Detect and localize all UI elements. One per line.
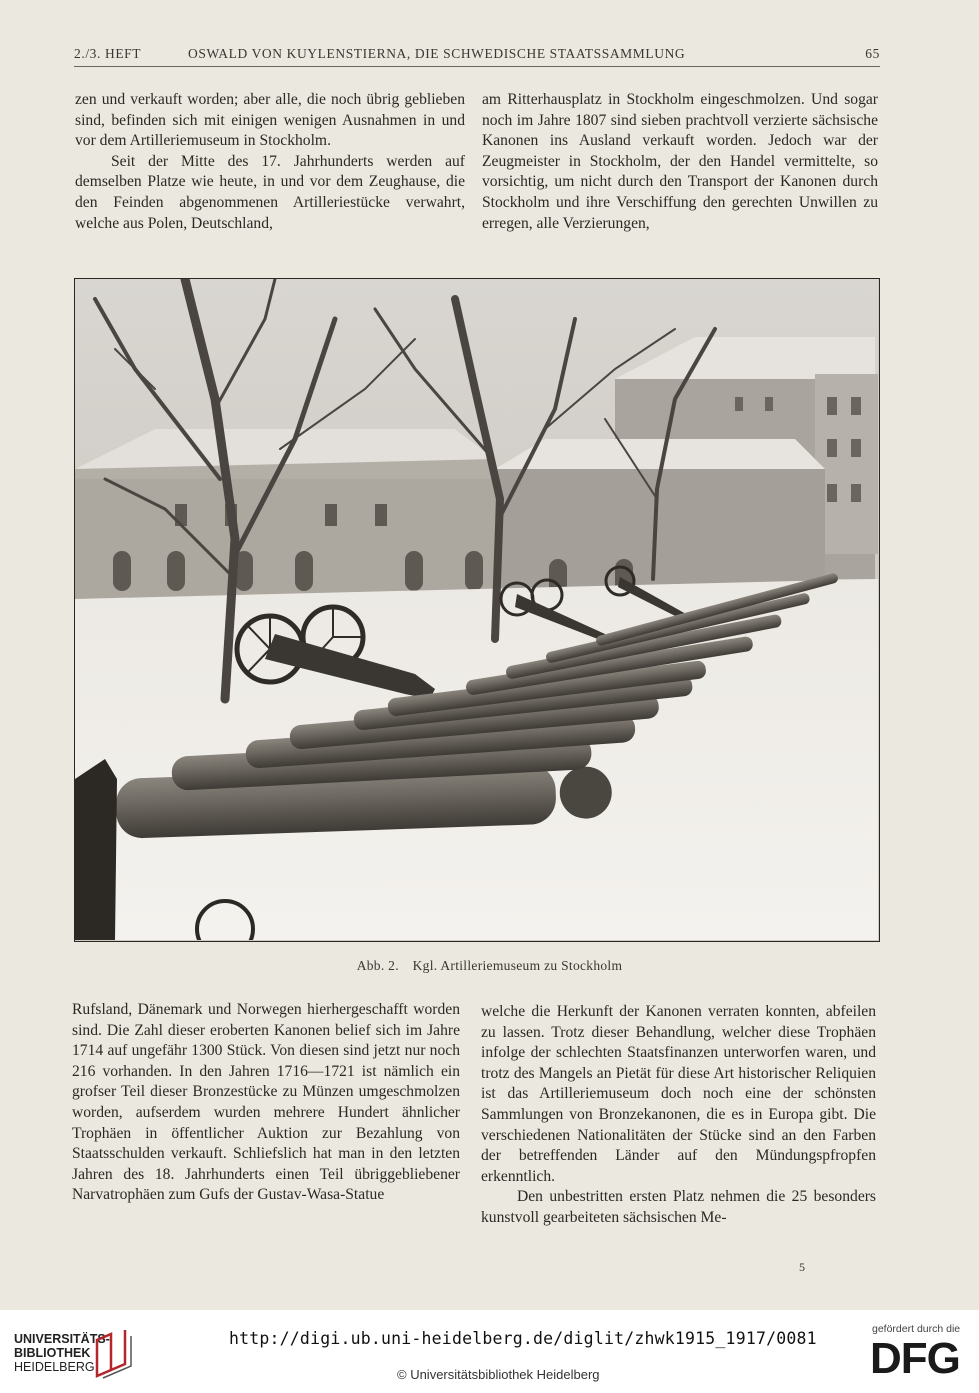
library-line: UNIVERSITÄTS- bbox=[14, 1332, 110, 1346]
library-logo-icon bbox=[93, 1330, 135, 1380]
paragraph: am Ritterhausplatz in Stockholm eingeschmolzen. Und sogar noch im Jahre 1807 sind sieben prachtvoll verzierte sächsische Kanonen ins Ausland verkauft worden. Jedoch war der Zeugmeister in Stockholm, der den Handel vermittelte, so vorsichtig, um nicht durch den Transport der Kanonen durch Stockholm und ihre Verschiffung den gerechten Unwillen zu erregen, alle Verzierungen, bbox=[482, 91, 878, 232]
issue-label: 2./3. HEFT bbox=[74, 46, 142, 61]
copyright-notice: © Universitätsbibliothek Heidelberg bbox=[397, 1367, 600, 1382]
text-column-top-right bbox=[482, 90, 878, 234]
paragraph: welche die Herkunft der Kanonen verraten konnten, abfeilen zu lassen. Trotz dieser Behandlung, welcher diese Trophäen infolge der schlechten Staatsfinanzen unterworfen waren, und trotz des Mangels an Pietät für diese Art historischer Reliquien ist das Artilleriemuseum doch noch eine der schönsten Sammlungen von Bronzekanonen, die es in Europa gibt. Die verschiedenen Nationalitäten der Stücke sind an den Farben der betreffenden Länder auf den Mündungspfropfen erkenntlich. bbox=[481, 1003, 876, 1185]
paragraph: Den unbestritten ersten Platz nehmen die 25 besonders kunstvoll gearbeiteten sächsischen Me- bbox=[481, 1188, 876, 1226]
paragraph: zen und verkauft worden; aber alle, die noch übrig geblieben sind, befinden sich mit einigen wenigen Ausnahmen in und vor dem Artilleriemuseum in Stockholm. bbox=[75, 91, 465, 150]
cannon-courtyard-photo bbox=[74, 278, 880, 942]
figure-number: Abb. 2. bbox=[356, 958, 399, 973]
library-line: HEIDELBERG bbox=[14, 1360, 95, 1374]
permalink-link[interactable]: http://digi.ub.uni-heidelberg.de/diglit/zhwk1915_1917/0081 bbox=[229, 1329, 817, 1348]
figure-caption-text: Kgl. Artilleriemuseum zu Stockholm bbox=[412, 958, 623, 973]
text-column-bottom-right bbox=[481, 1002, 876, 1229]
header-rule bbox=[74, 66, 880, 67]
signature-mark: 5 bbox=[799, 1260, 805, 1274]
dfg-logo: DFG bbox=[870, 1334, 960, 1383]
digitization-footer bbox=[0, 1310, 979, 1393]
funding-label: gefördert durch die bbox=[872, 1323, 961, 1335]
paragraph: Seit der Mitte des 17. Jahrhunderts werden auf demselben Platze wie heute, in und vor dem Zeughause, die den Feinden abgenommenen Artilleriestücke verwahrt, welche aus Polen, Deutschland, bbox=[75, 152, 465, 232]
running-head bbox=[74, 46, 880, 66]
library-line: BIBLIOTHEK bbox=[14, 1346, 91, 1360]
text-column-bottom-left bbox=[72, 1000, 460, 1206]
page-number: 65 bbox=[865, 46, 880, 61]
figure-caption bbox=[0, 958, 979, 974]
text-column-top-left bbox=[75, 90, 465, 234]
paragraph: Rufsland, Dänemark und Norwegen hierhergeschafft worden sind. Die Zahl dieser eroberten Kanonen belief sich im Jahre 1714 auf ungefähr 1300 Stück. Von diesen sind jetzt nur noch 216 vorhanden. In den Jahren 1716—1721 ist nämlich ein grofser Teil dieser Bronzestücke zu Münzen umgeschmolzen worden, aufserdem wurden mehrere Hundert ähnlicher Trophäen in öffentlicher Auktion zur Bezahlung von Staatsschulden verkauft. Schliefslich hat man in den letzten Jahren des 18. Jahrhunderts einen Teil übriggebliebener Narvatrophäen zum Gufs der Gustav-Wasa-Statue bbox=[72, 1001, 460, 1204]
running-title: OSWALD VON KUYLENSTIERNA, DIE SCHWEDISCHE STAATSSAMMLUNG bbox=[188, 46, 686, 61]
